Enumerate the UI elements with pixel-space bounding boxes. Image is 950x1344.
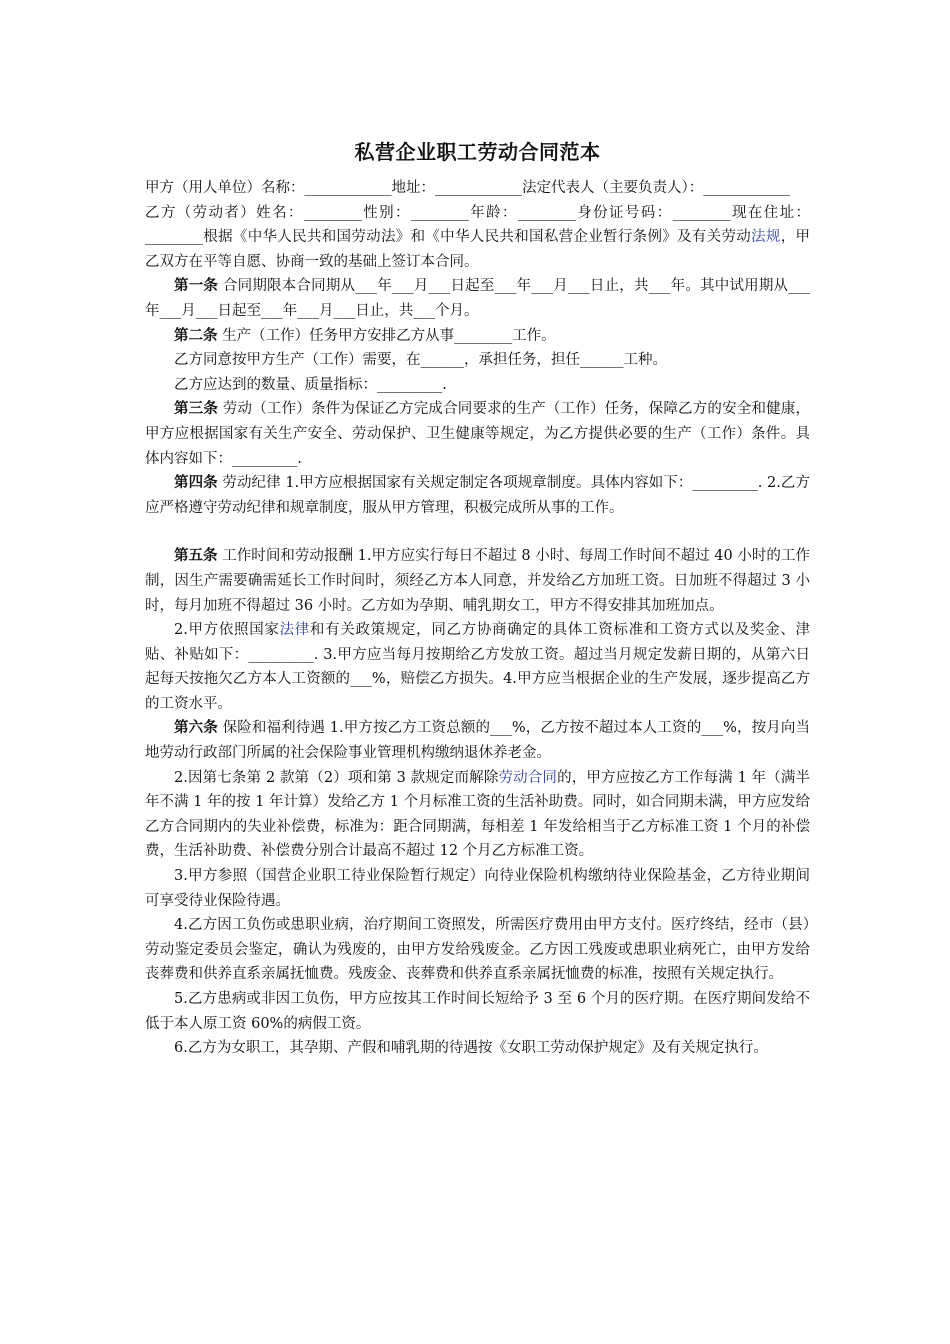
article-3 <box>145 397 810 471</box>
party-b-paragraph <box>145 201 810 275</box>
party-b-text-end: ，甲乙双方在平等自愿、协商一致的基础上签订本合同。 <box>145 229 811 270</box>
article-2-label: 第二条 <box>174 326 218 344</box>
article-2-clause-b: 乙方同意按甲方生产（工作）需要，在______，承担任务，担任______工种。 <box>174 352 667 369</box>
article-5-text: 工作时间和劳动报酬 1.甲方应实行每日不超过 8 小时、每周工作时间不超过 40 小时的工作制，因生产需要确需延长工作时间时，须经乙方本人同意，并发给乙方加班工资。日加班不得超过 3 小时，每月加班不得超过 36 小时。乙方如为孕期、哺乳期女工，甲方不得安排其加班加点。 <box>145 548 810 614</box>
article-3-text: 劳动（工作）条件为保证乙方完成合同要求的生产（工作）任务，保障乙方的安全和健康，甲方应根据国家有关生产安全、劳动保护、卫生健康等规定，为乙方提供必要的生产（工作）条件。具体内容如下：_________. <box>145 401 811 467</box>
article-4-label: 第四条 <box>174 474 218 492</box>
article-5-clause-2-text-end: 和有关政策规定，同乙方协商确定的具体工资标准和工资方式以及奖金、津贴、补贴如下：_________. 3.甲方应当每月按期给乙方发放工资。超过当月规定发薪日期的，从第六日起每天按拖欠乙方本人工资额的___%，赔偿乙方损失。4.甲方应当根据企业的生产发展，逐步提高乙方的工资水平。 <box>145 622 811 712</box>
article-6-clause-2 <box>145 766 810 864</box>
article-6-clause-2-text: 2.因第七条第 2 款第（2）项和第 3 款规定而解除 <box>174 769 499 786</box>
article-6-clause-3: 3.甲方参照（国营企业职工待业保险暂行规定）向待业保险机构缴纳待业保险基金，乙方待业期间可享受待业保险待遇。 <box>145 868 810 909</box>
article-5 <box>145 544 810 618</box>
article-2-text: 生产（工作）任务甲方安排乙方从事________工作。 <box>217 327 556 344</box>
party-b-text: 乙方（劳动者）姓名：________性别：________年龄：________身份证号码：________现在住址：________根据《中华人民共和国劳动法》和《中华人民共和国私营企业暂行条例》及有关劳动 <box>145 204 810 246</box>
labor-contract-link[interactable]: 劳动合同 <box>498 769 558 786</box>
article-3-label: 第三条 <box>174 400 219 418</box>
article-6-text: 保险和福利待遇 1.甲方按乙方工资总额的___%，乙方按不超过本人工资的___%，按月向当地劳动行政部门所属的社会保险事业管理机构缴纳退休养老金。 <box>145 720 811 762</box>
law-link[interactable]: 法律 <box>279 622 310 639</box>
article-6-clause-5: 5.乙方患病或非因工负伤，甲方应按其工作时间长短给予 3 至 6 个月的医疗期。在医疗期间发给不低于本人原工资 60%的病假工资。 <box>145 991 810 1032</box>
article-2 <box>145 324 810 349</box>
article-4-text: 劳动纪律 1.甲方应根据国家有关规定制定各项规章制度。具体内容如下：_________. 2.乙方应严格遵守劳动纪律和规章制度，服从甲方管理，积极完成所从事的工作。 <box>145 475 810 516</box>
blank-line <box>145 520 810 544</box>
article-6-clause-2-text-end: 的，甲方应按乙方工作每满 1 年（满半年不满 1 年的按 1 年计算）发给乙方 1 个月标准工资的生活补助费。同时，如合同期未满，甲方应发给乙方合同期内的失业补偿费，标准为：距合同期满，每相差 1 年发给相当于乙方标准工资 1 个月的补偿费，生活补助费、补偿费分别合计最高不超过 12 个月乙方标准工资。 <box>145 769 810 860</box>
article-1 <box>145 274 810 323</box>
article-6-clause-4: 4.乙方因工负伤或患职业病，治疗期间工资照发，所需医疗费用由甲方支付。医疗终结，经市（县）劳动鉴定委员会鉴定，确认为残废的，由甲方发给残废金。乙方因工残废或患职业病死亡，由甲方发给丧葬费和供养直系亲属抚恤费。残废金、丧葬费和供养直系亲属抚恤费的标准，按照有关规定执行。 <box>145 917 810 983</box>
article-5-clause-2 <box>145 618 810 716</box>
document-title: 私营企业职工劳动合同范本 <box>354 140 601 164</box>
article-4 <box>145 471 810 520</box>
article-2-clause-c: 乙方应达到的数量、质量指标：_________. <box>174 376 447 393</box>
article-1-text: 合同期限本合同期从___年___月___日起至___年___月___日止，共___年。其中试用期从___年___月___日起至___年___月___日止，共___个月。 <box>145 278 810 319</box>
contract-page <box>145 138 810 1061</box>
article-5-label: 第五条 <box>174 547 218 565</box>
article-6 <box>145 716 810 765</box>
regulation-link[interactable]: 法规 <box>751 229 781 246</box>
article-6-label: 第六条 <box>174 719 218 737</box>
article-6-clause-6: 6.乙方为女职工，其孕期、产假和哺乳期的待遇按《女职工劳动保护规定》及有关规定执行。 <box>174 1040 768 1057</box>
party-a-line: 甲方（用人单位）名称：____________地址：____________法定代表人（主要负责人）：____________ <box>145 180 791 196</box>
article-1-label: 第一条 <box>174 277 219 295</box>
article-5-clause-2-text: 2.甲方依照国家 <box>174 622 280 639</box>
